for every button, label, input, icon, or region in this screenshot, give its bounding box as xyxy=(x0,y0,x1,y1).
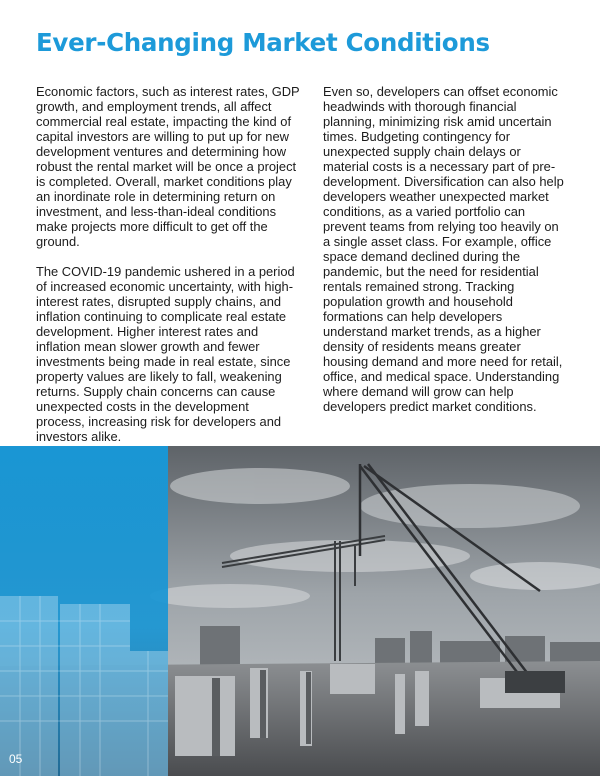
left-text-column xyxy=(36,84,300,459)
construction-site-illustration xyxy=(0,446,600,776)
construction-site-photo xyxy=(0,446,600,776)
paragraph: Economic factors, such as interest rates, GDP growth, and employment trends, all affect commercial real estate, impacting the kind of capital investors are willing to put up for new development ventures and determining how robust the rental market will be once a project is completed. Overall, market conditions play an inordinate role in determining return on investment, and less-than-ideal conditions make projects more difficult to get off the ground. xyxy=(36,84,300,249)
paragraph: The COVID-19 pandemic ushered in a period of increased economic uncertainty, with high-interest rates, disrupted supply chains, and inflation continuing to complicate real estate development. Higher interest rates and inflation mean slower growth and fewer investments being made in real estate, since property values are likely to fall, weakening returns. Supply chain concerns can cause unexpected costs in the development process, increasing risk for developers and investors alike. xyxy=(36,264,295,444)
page-number: 05 xyxy=(9,752,23,766)
crane-base xyxy=(505,671,565,693)
paragraph: Even so, developers can offset economic headwinds with thorough financial planning, minimizing risk amid uncertain times. Budgeting contingency for unexpected supply chain delays or material costs is a necessary part of pre-development. Diversification can also help developers weather unexpected market conditions, as a varied portfolio can prevent teams from relying too heavily on a single asset class. For example, office space demand declined during the pandemic, but the need for residential rentals remained strong. Tracking population growth and household formations can help developers understand market trends, as a higher density of residents means greater housing demand and more need for retail, office, and medical space. Understanding where demand will grow can help developers predict market conditions. xyxy=(323,84,564,414)
right-text-column xyxy=(323,84,567,429)
page-title: Ever-Changing Market Conditions xyxy=(36,28,490,57)
